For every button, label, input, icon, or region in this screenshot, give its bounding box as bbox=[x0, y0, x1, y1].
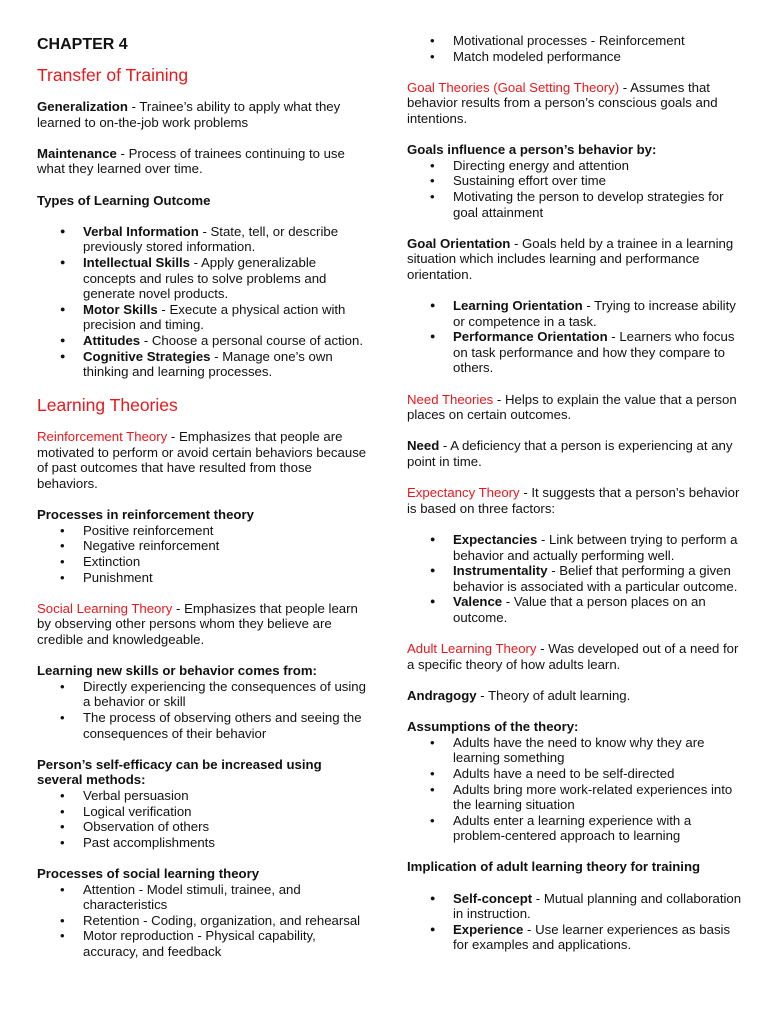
outcome-text: - Manage one’s own thinking and learning processes. bbox=[83, 348, 333, 380]
list-item: • Motivational processes - Reinforcement bbox=[453, 33, 742, 49]
orientation-text: - Trying to increase ability or competence in a task. bbox=[453, 298, 736, 329]
list-item bbox=[453, 329, 742, 376]
list-item: • Positive reinforcement bbox=[83, 523, 367, 539]
andragogy-definition bbox=[407, 688, 742, 704]
need-text: - A deficiency that a person is experiencing at any point in time. bbox=[407, 438, 733, 470]
social-learning-processes-list bbox=[37, 882, 367, 960]
list-item: • Attention - Model stimuli, trainee, and characteristics bbox=[83, 882, 367, 913]
list-item bbox=[83, 349, 367, 380]
factor-text: - Belief that performing a given behavior is associated with a particular outcome. bbox=[453, 563, 738, 594]
expectancy-theory-definition bbox=[407, 485, 742, 516]
implication-term: Self-concept bbox=[453, 890, 533, 906]
list-item: • Match modeled performance bbox=[453, 49, 742, 65]
list-item: • Negative reinforcement bbox=[83, 538, 367, 554]
social-learning-theory-definition bbox=[37, 601, 367, 648]
implication-text: - Mutual planning and collaboration in instruction. bbox=[453, 890, 742, 922]
generalization-term: Generalization bbox=[37, 99, 128, 114]
goals-influence-list bbox=[407, 158, 742, 220]
orientation-term: Learning Orientation bbox=[453, 298, 583, 314]
goals-influence-heading: Goals influence a person’s behavior by: bbox=[407, 142, 657, 158]
need-theories-definition bbox=[407, 392, 742, 423]
list-item bbox=[83, 224, 367, 255]
list-item: • Adults bring more work-related experiences into the learning situation bbox=[453, 782, 742, 813]
reinforcement-processes-heading: Processes in reinforcement theory bbox=[37, 507, 254, 523]
outcome-text: - Execute a physical action with precision and timing. bbox=[83, 301, 346, 333]
list-item: • Adults have the need to know why they are learning something bbox=[453, 735, 742, 766]
list-item bbox=[453, 563, 742, 594]
list-item bbox=[83, 255, 367, 302]
implication-text: - Use learner experiences as basis for examples and applications. bbox=[453, 921, 731, 953]
goal-theories-text: - Assumes that behavior results from a person’s conscious goals and intentions. bbox=[407, 79, 718, 126]
factor-text: - Value that a person places on an outcome. bbox=[453, 594, 706, 625]
list-item: • Motor reproduction - Physical capability, accuracy, and feedback bbox=[83, 928, 367, 959]
social-learning-processes-continued-list bbox=[407, 33, 742, 64]
list-item bbox=[453, 532, 742, 563]
list-item: • Motivating the person to develop strategies for goal attainment bbox=[453, 189, 742, 220]
implication-list bbox=[407, 891, 742, 953]
factor-term: Valence bbox=[453, 594, 503, 610]
andragogy-text: - Theory of adult learning. bbox=[476, 687, 631, 703]
list-item: • Retention - Coding, organization, and rehearsal bbox=[83, 913, 367, 929]
goal-theories-definition bbox=[407, 80, 742, 127]
goal-orientation-definition bbox=[407, 236, 742, 283]
factor-term: Instrumentality bbox=[453, 563, 548, 579]
orientation-text: - Learners who focus on task performance and how they compare to others. bbox=[453, 329, 735, 376]
list-item: • Past accomplishments bbox=[83, 835, 367, 851]
list-item: • Adults have a need to be self-directed bbox=[453, 766, 742, 782]
adult-learning-theory-definition bbox=[407, 641, 742, 672]
list-item: • Directly experiencing the consequences of using a behavior or skill bbox=[83, 679, 367, 710]
factor-term: Expectancies bbox=[453, 532, 538, 547]
implication-heading: Implication of adult learning theory for training bbox=[407, 859, 701, 875]
maintenance-term: Maintenance bbox=[37, 145, 117, 161]
orientation-term: Performance Orientation bbox=[453, 329, 608, 345]
list-item bbox=[453, 922, 742, 953]
learning-outcome-list bbox=[37, 224, 367, 380]
reinforcement-theory-term: Reinforcement Theory bbox=[37, 429, 168, 445]
outcome-text: - Apply generalizable concepts and rules to solve problems and generate novel products. bbox=[83, 254, 327, 302]
adult-learning-theory-term: Adult Learning Theory bbox=[407, 641, 537, 657]
social-learning-theory-term: Social Learning Theory bbox=[37, 600, 173, 616]
goal-orientation-term: Goal Orientation bbox=[407, 235, 511, 251]
list-item: • Directing energy and attention bbox=[453, 158, 742, 174]
list-item bbox=[453, 298, 742, 329]
generalization-text: - Trainee’s ability to apply what they learned to on-the-job work problems bbox=[37, 99, 341, 130]
assumptions-list bbox=[407, 735, 742, 844]
left-column bbox=[37, 35, 367, 975]
reinforcement-processes-list bbox=[37, 523, 367, 585]
outcome-term: Verbal Information bbox=[83, 223, 199, 239]
expectancy-factors-list bbox=[407, 532, 742, 626]
list-item bbox=[83, 333, 367, 349]
list-item: • Extinction bbox=[83, 554, 367, 570]
factor-text: - Link between trying to perform a behavior and actually performing well. bbox=[453, 532, 738, 563]
list-item: • The process of observing others and seeing the consequences of their behavior bbox=[83, 710, 367, 741]
right-column bbox=[407, 33, 742, 969]
implication-term: Experience bbox=[453, 921, 524, 937]
need-definition bbox=[407, 438, 742, 469]
self-efficacy-heading: Person’s self-efficacy can be increased using several methods: bbox=[37, 756, 322, 788]
outcome-text: - State, tell, or describe previously stored information. bbox=[83, 223, 339, 255]
types-of-learning-outcome-heading: Types of Learning Outcome bbox=[37, 192, 211, 208]
list-item: • Adults enter a learning experience with a problem-centered approach to learning bbox=[453, 813, 742, 844]
outcome-term: Attitudes bbox=[83, 332, 141, 348]
adult-learning-theory-text: - Was developed out of a need for a specific theory of how adults learn. bbox=[407, 641, 739, 672]
list-item: • Observation of others bbox=[83, 819, 367, 835]
list-item: • Punishment bbox=[83, 570, 367, 586]
social-learning-theory-text: - Emphasizes that people learn by observing other persons whom they believe are credible and knowledgeable. bbox=[37, 600, 358, 647]
outcome-term: Motor Skills bbox=[83, 301, 158, 317]
need-theories-term: Need Theories bbox=[407, 391, 494, 407]
list-item bbox=[453, 594, 742, 625]
new-skills-heading: Learning new skills or behavior comes from: bbox=[37, 663, 317, 679]
andragogy-term: Andragogy bbox=[407, 687, 477, 703]
orientation-list bbox=[407, 298, 742, 376]
goal-orientation-text: - Goals held by a trainee in a learning situation which includes learning and performance orientation. bbox=[407, 235, 734, 282]
new-skills-list bbox=[37, 679, 367, 741]
reinforcement-theory-definition bbox=[37, 429, 367, 491]
need-term: Need bbox=[407, 438, 440, 454]
generalization-definition bbox=[37, 99, 367, 130]
transfer-of-training-heading: Transfer of Training bbox=[37, 65, 189, 85]
learning-theories-heading: Learning Theories bbox=[37, 395, 178, 416]
list-item: • Sustaining effort over time bbox=[453, 173, 742, 189]
maintenance-text: - Process of trainees continuing to use what they learned over time. bbox=[37, 145, 345, 177]
need-theories-text: - Helps to explain the value that a person places on certain outcomes. bbox=[407, 391, 737, 423]
list-item bbox=[453, 891, 742, 922]
list-item: • Logical verification bbox=[83, 804, 367, 820]
reinforcement-theory-text: - Emphasizes that people are motivated to perform or avoid certain behaviors because of past outcomes that have resulted from those behaviors. bbox=[37, 429, 367, 492]
maintenance-definition bbox=[37, 146, 367, 177]
list-item bbox=[83, 302, 367, 333]
outcome-text: - Choose a personal course of action. bbox=[140, 332, 364, 348]
goal-theories-term: Goal Theories (Goal Setting Theory) bbox=[407, 79, 620, 95]
expectancy-theory-text: - It suggests that a person’s behavior is based on three factors: bbox=[407, 485, 740, 516]
expectancy-theory-term: Expectancy Theory bbox=[407, 485, 520, 501]
assumptions-heading: Assumptions of the theory: bbox=[407, 719, 579, 735]
list-item: • Verbal persuasion bbox=[83, 788, 367, 804]
chapter-title: CHAPTER 4 bbox=[37, 36, 128, 53]
self-efficacy-list bbox=[37, 788, 367, 850]
outcome-term: Intellectual Skills bbox=[83, 254, 191, 270]
social-learning-processes-heading: Processes of social learning theory bbox=[37, 865, 260, 881]
outcome-term: Cognitive Strategies bbox=[83, 348, 211, 364]
